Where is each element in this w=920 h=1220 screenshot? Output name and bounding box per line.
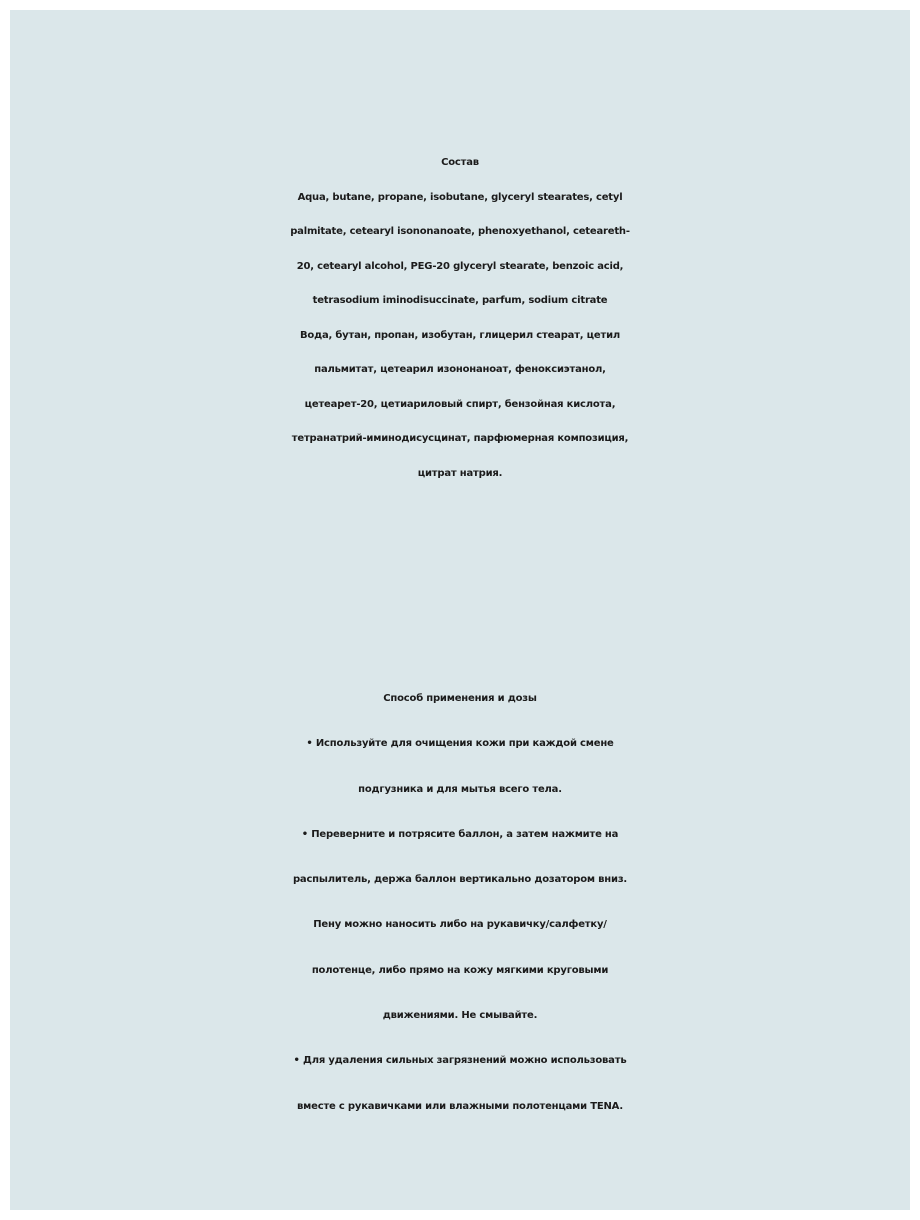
usage-line: • Переверните и потрясите баллон, а затем нажмите на: [301, 828, 619, 840]
usage-line: полотенце, либо прямо на кожу мягкими круговыми: [311, 964, 609, 976]
usage-section: [10, 676, 910, 1129]
composition-line: Aqua, butane, propane, isobutane, glyceryl stearates, cetyl: [297, 191, 623, 203]
info-panel: [10, 10, 910, 1210]
composition-line: цитрат натрия.: [417, 467, 503, 479]
composition-title: Состав: [441, 157, 479, 168]
composition-line: пальмитат, цетеарил изононаноат, феноксиэтанол,: [314, 364, 606, 375]
composition-line: цетеарет-20, цетиариловый спирт, бензойная кислота,: [304, 398, 616, 410]
usage-line: распылитель, держа баллон вертикально дозатором вниз.: [292, 874, 628, 886]
composition-line: тетранатрий-иминодисусцинат, парфюмерная композиция,: [291, 433, 629, 444]
usage-line: вместе с рукавичками или влажными полотенцами TENA.: [297, 1100, 623, 1112]
usage-line: подгузника и для мытья всего тела.: [358, 783, 562, 795]
composition-line: 20, cetearyl alcohol, PEG-20 glyceryl stearate, benzoic acid,: [296, 260, 624, 272]
composition-line: Вода, бутан, пропан, изобутан, глицерил стеарат, цетил: [299, 329, 620, 341]
usage-line: Пену можно наносить либо на рукавичку/салфетку/: [313, 919, 607, 931]
usage-title: Способ применения и дозы: [383, 693, 537, 704]
composition-section: [10, 146, 910, 491]
usage-line: • Для удаления сильных загрязнений можно использовать: [293, 1055, 627, 1067]
usage-line: • Используйте для очищения кожи при каждой смене: [306, 738, 614, 750]
composition-line: tetrasodium iminodisuccinate, parfum, sodium citrate: [312, 295, 608, 306]
composition-line: palmitate, cetearyl isononanoate, phenoxyethanol, ceteareth-: [290, 226, 630, 237]
usage-line: движениями. Не смывайте.: [382, 1010, 538, 1022]
